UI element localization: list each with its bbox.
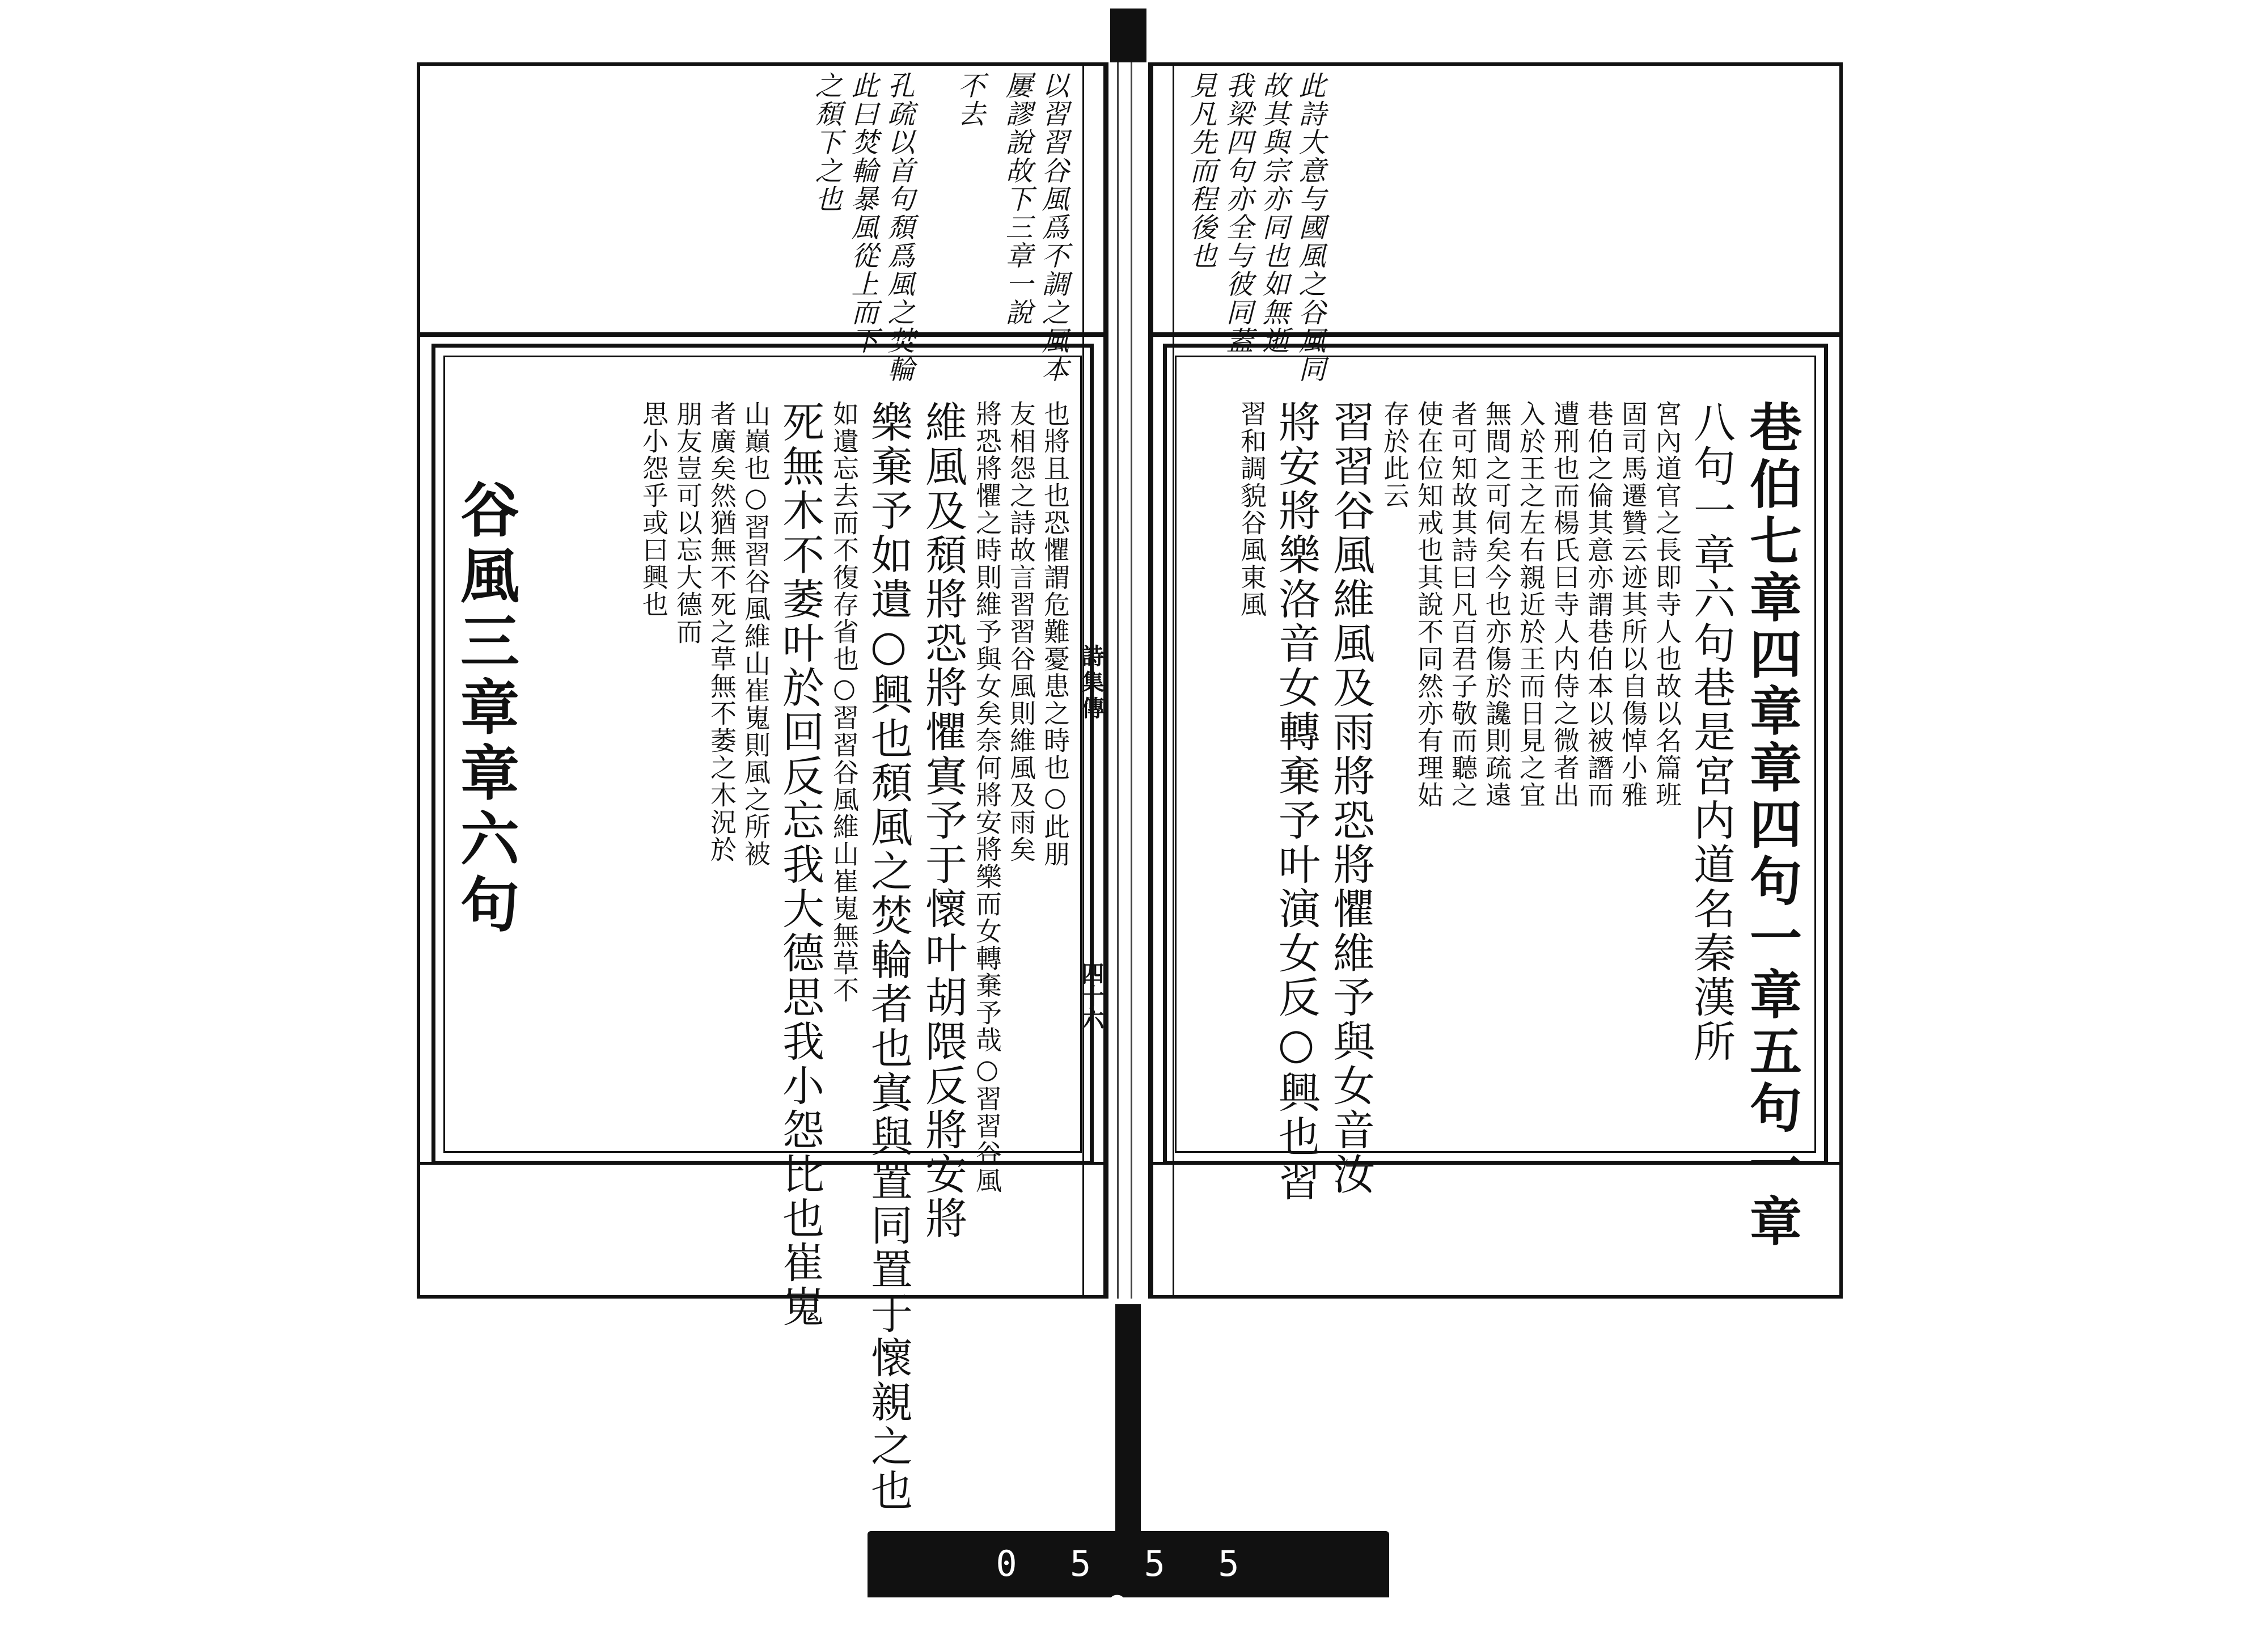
right-page-fold-center — [1152, 66, 1174, 1295]
text-column: 維風及頹將恐將懼寘予于懷叶胡隈反將安將 — [919, 400, 967, 1241]
margin-note: 以習習谷風爲不調之風本 — [1037, 71, 1069, 383]
text-column: 將安將樂洛音女轉棄予叶演女反○興也習 — [1272, 400, 1321, 1203]
text-column: 將恐將懼之時則維予與女矣奈何將安將樂而女轉棄予哉○習習谷風 — [972, 400, 1002, 1194]
left-margin-notes — [808, 71, 1071, 383]
text-column: 使在位知戒也其說不同然亦有理姑 — [1414, 400, 1444, 809]
margin-note: 此曰焚輪暴風從上而下 — [847, 71, 878, 355]
book-spine — [1111, 62, 1144, 1299]
text-column: 固司馬遷贊云迹其所以自傷悼小雅 — [1618, 400, 1648, 809]
text-column: 友相怨之詩故言習習谷風則維風及雨矣 — [1006, 400, 1036, 863]
text-column: 如遺忘去而不復存省也○習習谷風維山崔嵬無草不 — [829, 400, 860, 1004]
margin-note: 故其與宗亦同也如無逝 — [1258, 71, 1289, 355]
right-body-text — [1235, 400, 1805, 1296]
text-column: 山巔也○習習谷風維山崔嵬則風之所被 — [741, 400, 771, 868]
fold-folio: 四十六 — [1078, 962, 1105, 1030]
text-column: 巷伯之倫其意亦謂巷伯本以被譖而 — [1584, 400, 1614, 809]
text-column: 存於此云 — [1380, 400, 1410, 509]
left-body-text — [637, 400, 1072, 1513]
text-column: 無間之可伺矣今也亦傷於讒則疏遠 — [1482, 400, 1512, 809]
text-column: 巷伯七章四章章四句一章五句一章 — [1741, 400, 1802, 1251]
binding-stick — [1115, 1304, 1141, 1531]
text-column: 也將且也恐懼謂危難憂患之時也○此朋 — [1040, 400, 1070, 868]
margin-note: 孔疏以首句頹爲風之焚輪 — [883, 71, 915, 383]
text-column: 入於王之左右親近於王而日見之宜 — [1516, 400, 1546, 809]
text-column: 朋友豈可以忘大德而 — [672, 400, 703, 645]
margin-note: 見凡先而程後也 — [1185, 71, 1217, 270]
text-column: 死無木不萎叶於回反忘我大德思我小怨比也崔嵬 — [776, 400, 824, 1329]
chapter-end-title: 谷風三章章六句 — [450, 479, 520, 940]
text-column: 習習谷風維風及雨將恐將懼維予與女音汝 — [1326, 400, 1375, 1196]
margin-note: 不去 — [953, 71, 985, 128]
text-column: 者可知故其詩曰凡百君子敬而聽之 — [1448, 400, 1478, 809]
margin-note: 屢謬說故下三章一說 — [1001, 71, 1033, 327]
text-column: 樂棄予如遺○興也頹風之焚輪者也寘與置同置于懷親之也 — [864, 400, 913, 1513]
text-column: 遭刑也而楊氏曰寺人内侍之微者出 — [1550, 400, 1580, 809]
margin-note: 我梁四句亦全与彼同蓋 — [1221, 71, 1253, 355]
text-column: 宮內道官之長即寺人也故以名篇班 — [1652, 400, 1682, 809]
fold-title: 詩集傳 — [1078, 644, 1105, 722]
margin-note: 此詩大意与國風之谷風同 — [1294, 71, 1326, 383]
right-page — [1148, 62, 1843, 1299]
text-column: 者廣矣然猶無不死之草無不萎之木況於 — [706, 400, 737, 863]
margin-note: 之頹下之也 — [810, 71, 842, 213]
base-code: 0 5 5 5 9 — [996, 1543, 1255, 1630]
text-column: 思小怨乎或曰興也 — [638, 400, 669, 618]
text-column: 八句一章六句巷是宮内道名秦漢所 — [1687, 400, 1736, 1064]
binding-top — [1110, 9, 1146, 62]
text-column: 習和調貌谷風東風 — [1237, 400, 1267, 618]
